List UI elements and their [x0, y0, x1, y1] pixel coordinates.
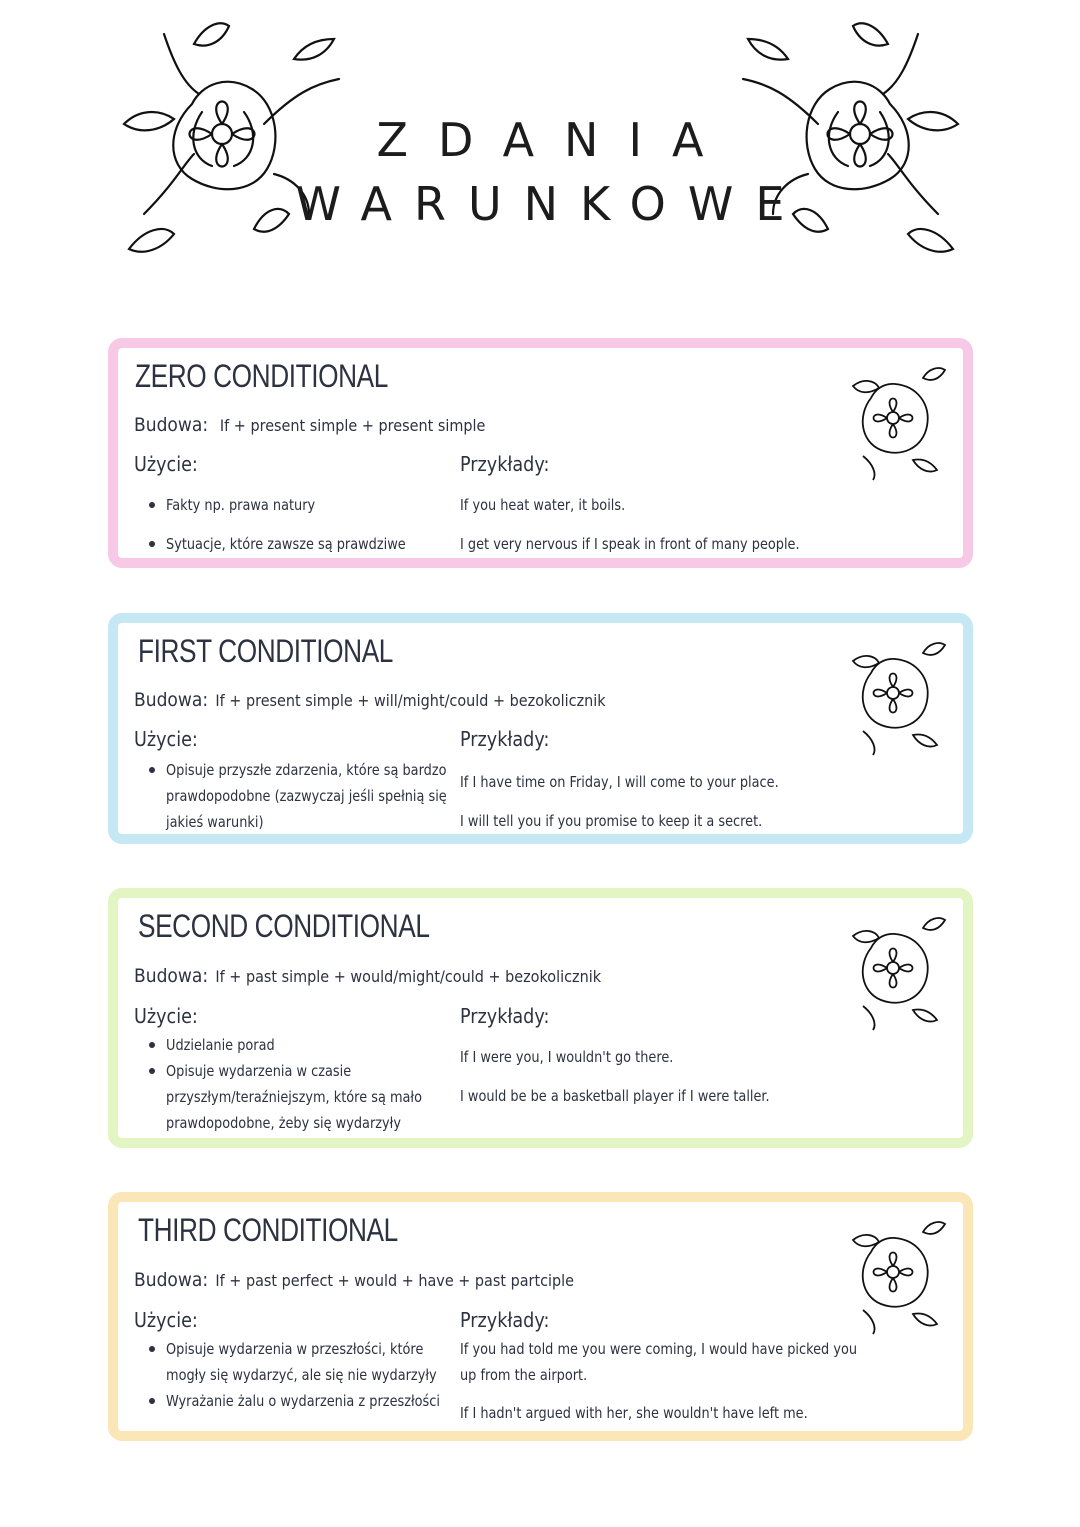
- budowa-label: Budowa:: [134, 965, 209, 987]
- example: If I were you, I wouldn't go there.: [460, 1048, 674, 1066]
- list-item: Opisuje wydarzenia w czasie przyszłym/teraźniejszym, które są mało prawdopodobne, żeby się wydarzyły: [166, 1058, 456, 1136]
- list-item: Opisuje wydarzenia w przeszłości, które mogły się wydarzyć, ale się nie wydarzyły: [166, 1336, 456, 1388]
- example: I will tell you if you promise to keep it a secret.: [460, 812, 763, 830]
- card-third-conditional: [108, 1192, 973, 1441]
- examples-label: Przykłady:: [460, 452, 550, 476]
- budowa-line: [134, 965, 601, 987]
- examples-label: Przykłady:: [460, 1308, 550, 1332]
- budowa-formula: If + present simple + will/might/could + bezokolicznik: [215, 691, 606, 710]
- budowa-formula: If + past simple + would/might/could + bezokolicznik: [215, 967, 602, 986]
- budowa-line: [134, 1269, 574, 1291]
- budowa-label: Budowa:: [134, 1269, 209, 1291]
- card-second-conditional: [108, 888, 973, 1148]
- list-item: Sytuacje, które zawsze są prawdziwe: [166, 531, 466, 557]
- use-label: Użycie:: [134, 452, 198, 476]
- examples-label: Przykłady:: [460, 1004, 550, 1028]
- budowa-formula: If + past perfect + would + have + past partciple: [215, 1271, 575, 1290]
- use-list: [144, 492, 466, 557]
- list-item: Opisuje przyszłe zdarzenia, które są bardzo prawdopodobne (zazwyczaj jeśli spełnią się jakieś warunki): [166, 757, 456, 835]
- budowa-formula: If + present simple + present simple: [219, 416, 486, 435]
- list-item: Fakty np. prawa natury: [166, 492, 466, 518]
- flower-icon: [833, 631, 953, 761]
- flower-icon: [833, 356, 953, 486]
- card-heading: ZERO CONDITIONAL: [135, 358, 388, 394]
- use-list: [144, 1336, 456, 1414]
- example: If you heat water, it boils.: [460, 496, 626, 514]
- budowa-label: Budowa:: [134, 414, 209, 436]
- card-heading: FIRST CONDITIONAL: [138, 633, 393, 669]
- example: If I have time on Friday, I will come to your place.: [460, 773, 779, 791]
- page-title: [0, 108, 1080, 236]
- examples-label: Przykłady:: [460, 727, 550, 751]
- card-heading: SECOND CONDITIONAL: [138, 908, 430, 944]
- card-heading: THIRD CONDITIONAL: [138, 1212, 398, 1248]
- list-item: Wyrażanie żalu o wydarzenia z przeszłości: [166, 1388, 456, 1414]
- example: If you had told me you were coming, I would have picked you up from the airport.: [460, 1340, 858, 1384]
- budowa-line: [134, 689, 606, 711]
- use-list: [144, 1032, 456, 1136]
- card-zero-conditional: [108, 338, 973, 568]
- example: If I hadn't argued with her, she wouldn't have left me.: [460, 1404, 808, 1422]
- use-label: Użycie:: [134, 1004, 198, 1028]
- flower-icon: [833, 906, 953, 1036]
- title-line-1: ZDANIA: [376, 113, 734, 167]
- example: I get very nervous if I speak in front of many people.: [460, 535, 800, 553]
- use-label: Użycie:: [134, 727, 198, 751]
- use-list: [144, 757, 456, 835]
- budowa-line: [134, 414, 485, 436]
- title-line-2: WARUNKOWE: [295, 177, 807, 231]
- card-first-conditional: [108, 613, 973, 844]
- example: I would be be a basketball player if I were taller.: [460, 1087, 770, 1105]
- budowa-label: Budowa:: [134, 689, 209, 711]
- list-item: Udzielanie porad: [166, 1032, 456, 1058]
- use-label: Użycie:: [134, 1308, 198, 1332]
- flower-icon: [833, 1210, 953, 1340]
